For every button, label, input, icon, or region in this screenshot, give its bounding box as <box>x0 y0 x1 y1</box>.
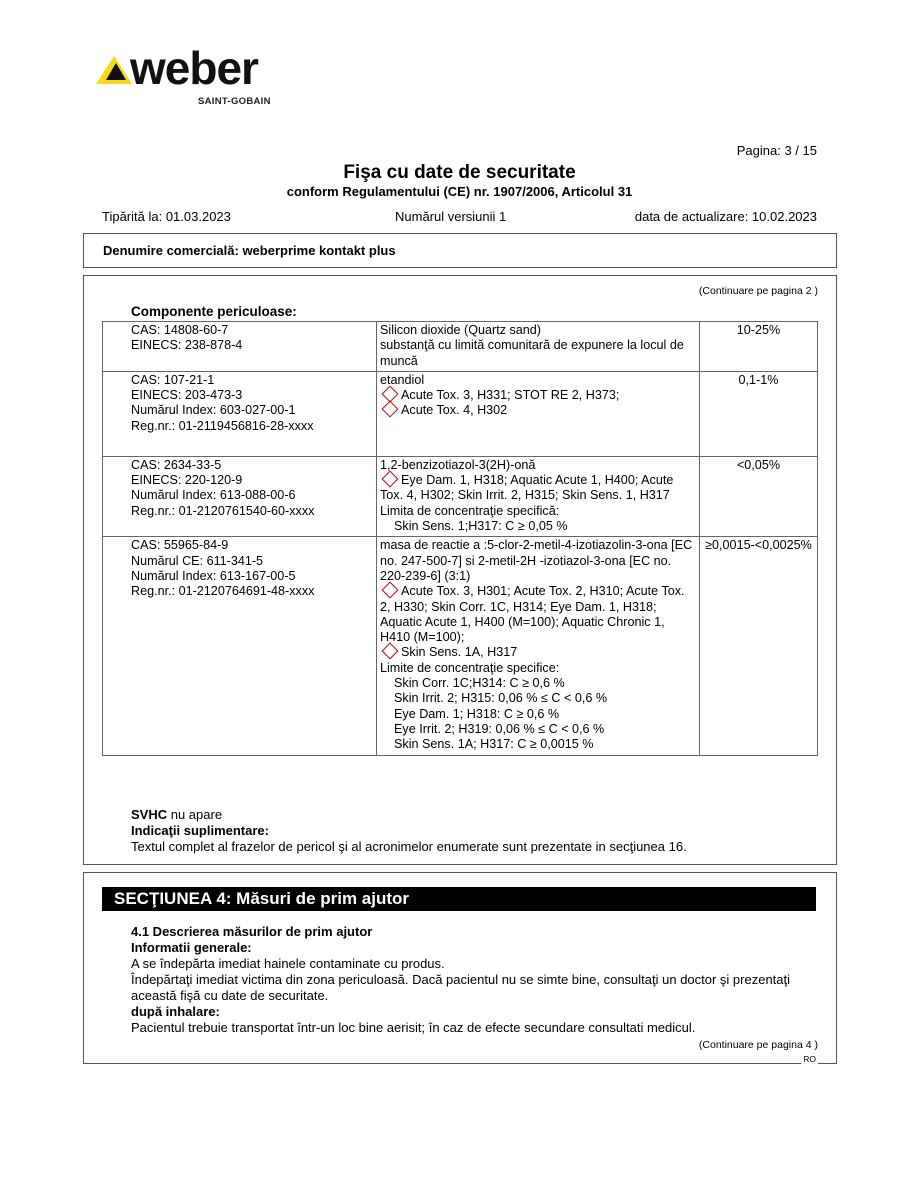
logo-subtitle: SAINT-GOBAIN <box>198 96 271 107</box>
page-number: Pagina: 3 / 15 <box>736 143 817 158</box>
language-code: RO <box>803 1054 816 1064</box>
section-4-heading: SECŢIUNEA 4: Măsuri de prim ajutor <box>102 887 816 911</box>
identifiers-cell: CAS: 55965-84-9 Numărul CE: 611-341-5 Numărul Index: 613-167-00-5 Reg.nr.: 01-2120764691-48-xxxx <box>103 537 377 755</box>
identifiers-cell: CAS: 2634-33-5 EINECS: 220-120-9 Numărul Index: 613-088-00-6 Reg.nr.: 01-2120761540-60-xxxx <box>103 456 377 536</box>
substance-name: 1,2-benzizotiazol-3(2H)-onă <box>380 457 536 472</box>
logo-wordmark: weber <box>130 42 258 94</box>
logo-triangle-icon <box>94 54 134 86</box>
table-row <box>103 371 818 456</box>
trade-name: Denumire comercială: weberprime kontakt plus <box>103 243 396 258</box>
table-row <box>103 537 818 755</box>
concentration-cell: 0,1-1% <box>700 371 818 456</box>
general-info-text: Îndepărtaţi imediat victima din zona periculoasă. Dacă pacientul nu se simte bine, consultaţi un doctor şi prezentaţi această fişă cu date de securitate. <box>131 972 791 1003</box>
section-4-box <box>83 872 837 1064</box>
continued-from-note: (Continuare pe pagina 2 ) <box>698 285 818 297</box>
inhalation-title: după inhalare: <box>131 1004 220 1019</box>
document-subtitle: conform Regulamentului (CE) nr. 1907/2006, Articolul 31 <box>286 184 633 199</box>
concentration-cell: <0,05% <box>700 456 818 536</box>
substance-name: Silicon dioxide (Quartz sand) <box>380 323 541 337</box>
components-table <box>102 321 818 756</box>
update-date: data de actualizare: 10.02.2023 <box>634 209 817 224</box>
hazard-pictogram-icon <box>382 471 399 488</box>
section-3-box <box>83 275 837 865</box>
identifiers-cell: CAS: 14808-60-7 EINECS: 238-878-4 <box>103 322 377 372</box>
version-number: Numărul versiunii 1 <box>395 209 507 224</box>
components-title: Componente periculoase: <box>131 304 297 319</box>
general-info-title: Informatii generale: <box>131 940 252 955</box>
table-row <box>103 456 818 536</box>
identifiers-cell: CAS: 107-21-1 EINECS: 203-473-3 Numărul Index: 603-027-00-1 Reg.nr.: 01-2119456816-28-xxxx <box>103 371 377 456</box>
substance-cell: 1,2-benzizotiazol-3(2H)-onă Eye Dam. 1, H318; Aquatic Acute 1, H400; Acute Tox. 4, H302; Skin Irrit. 2, H315; Skin Sens. 1, H317 Limita de concentraţie specifică: Skin Sens. 1;H317: C ≥ 0,05 % <box>377 456 700 536</box>
printed-date: Tipărită la: 01.03.2023 <box>102 209 231 224</box>
document-title: Fişa cu date de securitate <box>343 162 576 183</box>
concentration-cell: ≥0,0015-<0,0025% <box>700 537 818 755</box>
subsection-title: 4.1 Descrierea măsurilor de prim ajutor <box>131 924 373 939</box>
svhc-note: SVHC nu apare <box>131 807 223 822</box>
substance-name: masa de reactie a :5-clor-2-metil-4-izotiazolin-3-ona [EC no. 247-500-7] si 2-metil-2H -izotiazol-3-ona [EC no. 220-239-6] (3:1) <box>380 538 693 583</box>
inhalation-text: Pacientul trebuie transportat într-un loc bine aerisit; în caz de efecte secundare consultati medicul. <box>131 1020 696 1035</box>
substance-cell: Silicon dioxide (Quartz sand) substanţă cu limită comunitară de expunere la locul de muncă <box>377 322 700 372</box>
substance-cell: masa de reactie a :5-clor-2-metil-4-izotiazolin-3-ona [EC no. 247-500-7] si 2-metil-2H -izotiazol-3-ona [EC no. 220-239-6] (3:1) Acute Tox. 3, H301; Acute Tox. 2, H310; Acute Tox. 2, H330; Skin Corr. 1C, H314; Eye Dam. 1, H318; Aquatic Acute 1, H400 (M=100); Aquatic Chronic 1, H410 (M=100); Skin Sens. 1A, H317 Limite de concentraţie specifice: Skin Corr. 1C;H314: C ≥ 0,6 % Skin Irrit. 2; H315: 0,06 % ≤ C < 0,6 % Eye Dam. 1; H318: C ≥ 0,6 % Eye Irrit. 2; H319: 0,06 % ≤ C < 0,6 % Skin Sens. 1A; H317: C ≥ 0,0015 % <box>377 537 700 755</box>
hazard-pictogram-icon <box>382 582 399 599</box>
hazard-pictogram-icon <box>382 643 399 660</box>
hazard-pictogram-icon <box>382 401 399 418</box>
full-text-note: Textul complet al frazelor de pericol şi al acronimelor enumerate sunt prezentate in secţiunea 16. <box>131 839 687 854</box>
substance-name: etandiol <box>380 372 425 387</box>
continued-to-note: (Continuare pe pagina 4 ) <box>698 1039 818 1051</box>
trade-name-box <box>83 233 837 268</box>
substance-cell: etandiol Acute Tox. 3, H331; STOT RE 2, H373; Acute Tox. 4, H302 <box>377 371 700 456</box>
weber-logo <box>94 42 294 110</box>
table-row <box>103 322 818 372</box>
supplementary-title: Indicaţii suplimentare: <box>131 823 269 838</box>
section-4-body <box>131 924 831 1036</box>
concentration-cell: 10-25% <box>700 322 818 372</box>
general-info-text: A se îndepărta imediat hainele contaminate cu produs. <box>131 956 445 971</box>
